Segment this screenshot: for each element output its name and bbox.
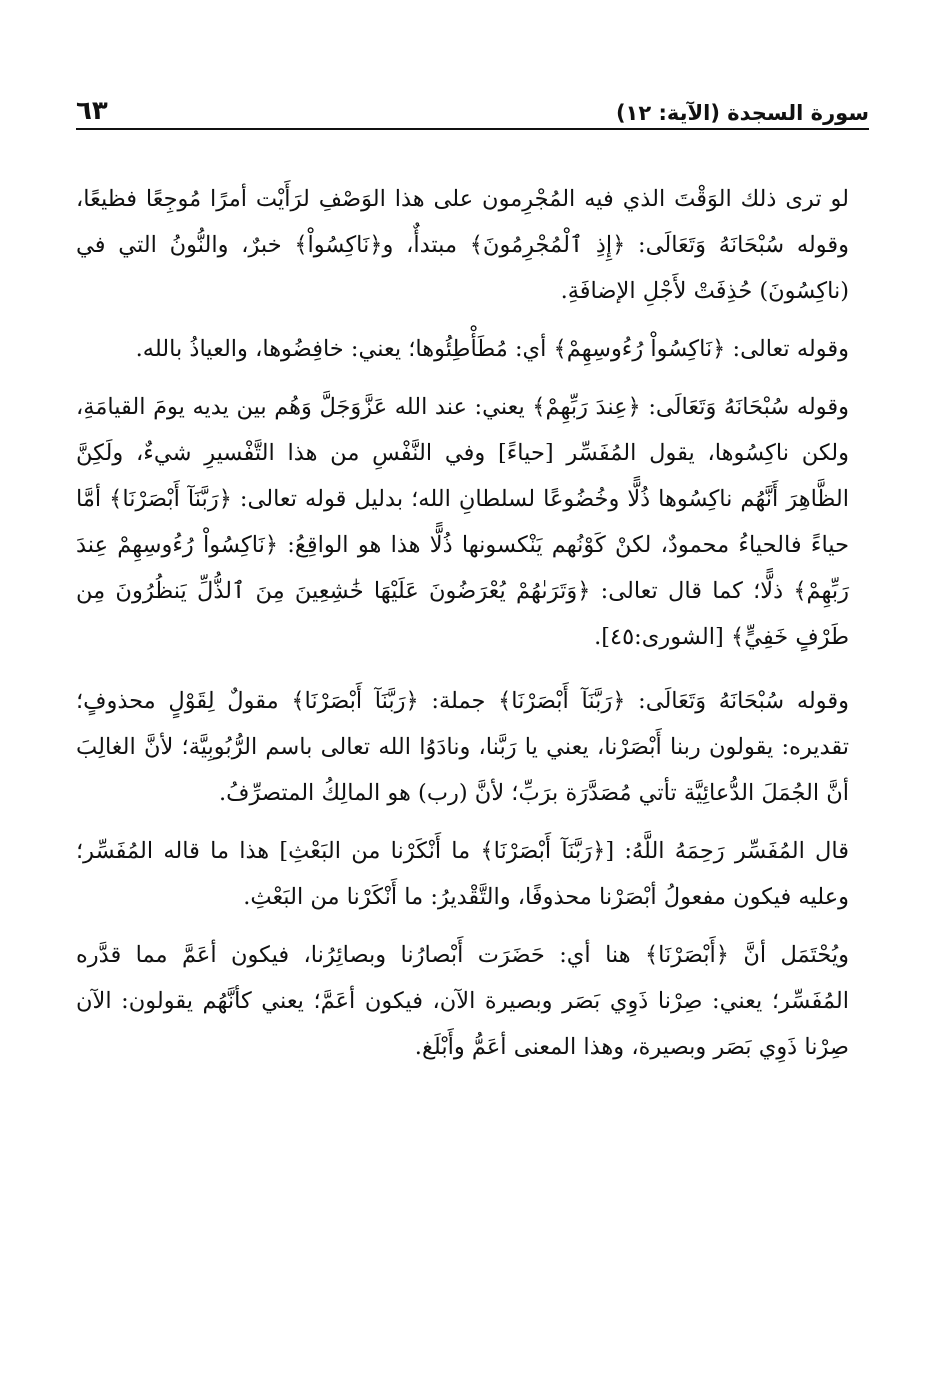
running-head: سورة السجدة (الآية: ١٢) xyxy=(615,101,869,125)
paragraph: وقوله سُبْحَانَهُ وَتَعَالَى: ﴿عِندَ رَبِّهِمْ﴾ يعني: عند الله عَزَّوَجَلَّ وَهُم بين يديه يومَ القيامَةِ، ولكن ناكِسُوها، يقول المُفَسِّر [حياءً] وفي النَّفْسِ من هذا التَّفْسيرِ شيءٌ، ولَكِنَّ الظَّاهِرَ أَنَّهُم ناكِسُوها ذُلًّا وخُضُوعًا لسلطانِ الله؛ بدليل قوله تعالى: ﴿رَبَّنَآ أَبْصَرْنَا﴾ أمَّا حياءً فالحياءُ محمودٌ، لكنْ كَوْنُهم يَنْكسونها ذُلًّا هذا هو الواقِعُ: ﴿نَاكِسُواْ رُءُوسِهِمْ عِندَ رَبِّهِمْ﴾ ذلًّا؛ كما قال تعالى: ﴿وَتَرَىٰهُمْ يُعْرَضُونَ عَلَيْهَا خَٰشِعِينَ مِنَ ٱلذُّلِّ يَنظُرُونَ مِن طَرْفٍ خَفِيٍّ﴾ [الشورى:٤٥]. xyxy=(76,394,849,650)
page-number: ٦٣ xyxy=(76,96,108,126)
body-text xyxy=(76,176,849,1082)
paragraph: قال المُفَسِّر رَحِمَهُ اللَّهُ: [﴿رَبَّنَآ أَبْصَرْنَا﴾ ما أَنْكَرْنا من البَعْثِ] هذا ما قاله المُفَسِّر؛ وعليه فيكون مفعولُ أبْصَرْنا محذوفًا، والتَّقْديرُ: ما أَنْكَرْنا من البَعْثِ. xyxy=(76,838,849,910)
page-header xyxy=(76,92,869,124)
paragraph: ويُحْتَمَل أنَّ ﴿أَبْصَرْنَا﴾ هنا أي: حَضَرَت أَبْصارُنا وبصائِرُنا، فيكون أعَمَّ مما قدَّره المُفَسِّر؛ يعني: صِرْنا ذَوِي بَصَر وبصيرة الآن، فيكون أعَمَّ؛ يعني كأنَّهُم يقولون: الآن صِرْنا ذَوِي بَصَر وبصيرة، وهذا المعنى أعَمُّ وأَبْلَغ. xyxy=(76,942,849,1060)
header-rule xyxy=(76,128,869,130)
paragraph: وقوله تعالى: ﴿نَاكِسُواْ رُءُوسِهِمْ﴾ أي: مُطَأْطِئُوها؛ يعني: خافِضُوها، والعياذُ بالله. xyxy=(135,336,849,362)
paragraph: لو ترى ذلك الوَقْتَ الذي فيه المُجْرِمون على هذا الوَصْفِ لرَأَيْت أمرًا مُوجِعًا فظيعًا، وقوله سُبْحَانَهُ وَتَعَالَى: ﴿إِذِ ٱلْمُجْرِمُونَ﴾ مبتدأٌ، و﴿نَاكِسُواْ﴾ خبرٌ، والنُّونُ التي في (ناكِسُونَ) حُذِفَتْ لأَجْلِ الإضافَةِ. xyxy=(76,186,849,304)
paragraph: وقوله سُبْحَانَهُ وَتَعَالَى: ﴿رَبَّنَآ أَبْصَرْنَا﴾ جملة: ﴿رَبَّنَآ أَبْصَرْنَا﴾ مقولٌ لِقَوْلٍ محذوفٍ؛ تقديره: يقولون ربنا أَبْصَرْنا، يعني يا رَبَّنا، ونادَوُا الله تعالى باسم الرُّبُوبِيَّة؛ لأنَّ الغالِبَ أنَّ الجُمَلَ الدُّعائِيَّة تأتي مُصَدَّرَة برَبِّ؛ لأنَّ (رب) هو المالِكُ المتصرِّفُ. xyxy=(76,688,849,806)
